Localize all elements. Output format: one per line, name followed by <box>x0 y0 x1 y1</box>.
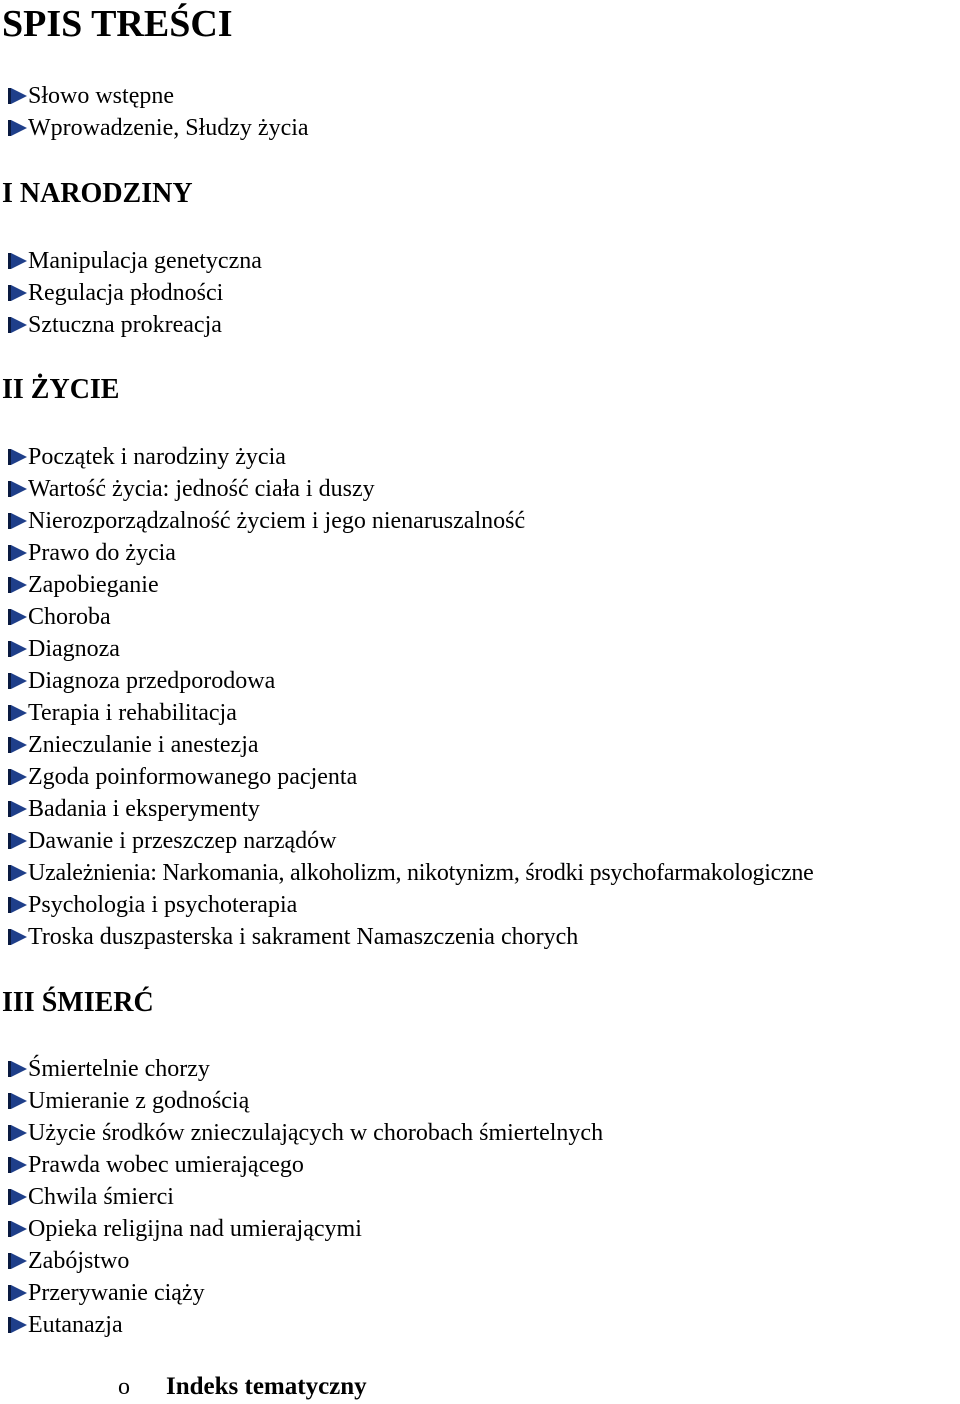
play-arrow-icon <box>8 608 27 626</box>
toc-item-label: Zabójstwo <box>28 1248 130 1274</box>
toc-item-label: Psychologia i psychoterapia <box>28 892 298 918</box>
play-arrow-icon <box>8 87 27 105</box>
toc-item[interactable] <box>8 309 262 341</box>
play-arrow-icon <box>8 1188 27 1206</box>
toc-item[interactable] <box>8 857 814 889</box>
toc-item[interactable] <box>8 633 814 665</box>
toc-item-label: Regulacja płodności <box>28 280 224 306</box>
toc-item-label: Przerywanie ciąży <box>28 1280 205 1306</box>
section-heading: III ŚMIERĆ <box>2 987 154 1018</box>
toc-item[interactable] <box>8 569 814 601</box>
toc-item[interactable] <box>8 1181 603 1213</box>
play-arrow-icon <box>8 512 27 530</box>
play-arrow-icon <box>8 1124 27 1142</box>
toc-item[interactable] <box>8 441 814 473</box>
toc-item[interactable] <box>8 473 814 505</box>
toc-item[interactable] <box>8 601 814 633</box>
toc-item[interactable] <box>8 1149 603 1181</box>
play-arrow-icon <box>8 284 27 302</box>
toc-item[interactable] <box>8 889 814 921</box>
toc-item[interactable] <box>8 1053 603 1085</box>
play-arrow-icon <box>8 1252 27 1270</box>
play-arrow-icon <box>8 1284 27 1302</box>
section-heading: I NARODZINY <box>2 178 193 209</box>
toc-item-label: Zapobieganie <box>28 572 159 598</box>
play-arrow-icon <box>8 768 27 786</box>
play-arrow-icon <box>8 448 27 466</box>
toc-item[interactable] <box>8 729 814 761</box>
toc-item-label: Śmiertelnie chorzy <box>28 1056 210 1082</box>
play-arrow-icon <box>8 928 27 946</box>
toc-item[interactable] <box>8 761 814 793</box>
play-arrow-icon <box>8 316 27 334</box>
toc-item[interactable] <box>8 1309 603 1341</box>
play-arrow-icon <box>8 544 27 562</box>
toc-item[interactable] <box>8 1117 603 1149</box>
toc-item-label: Nierozporządzalność życiem i jego nienaruszalność <box>28 508 526 534</box>
section-list <box>8 245 262 341</box>
toc-item-label: Uzależnienia: Narkomania, alkoholizm, nikotynizm, środki psychofarmakologiczne <box>28 860 814 886</box>
play-arrow-icon <box>8 1060 27 1078</box>
play-arrow-icon <box>8 1156 27 1174</box>
index-link[interactable] <box>118 1373 367 1401</box>
play-arrow-icon <box>8 736 27 754</box>
toc-item[interactable] <box>8 1277 603 1309</box>
toc-item[interactable] <box>8 793 814 825</box>
toc-item[interactable] <box>8 921 814 953</box>
toc-item-label: Sztuczna prokreacja <box>28 312 222 338</box>
toc-item-label: Słowo wstępne <box>28 83 174 109</box>
index-bullet: o <box>118 1374 130 1400</box>
toc-item-label: Znieczulanie i anestezja <box>28 732 259 758</box>
toc-item[interactable] <box>8 112 309 144</box>
toc-item-label: Prawda wobec umierającego <box>28 1152 304 1178</box>
play-arrow-icon <box>8 1092 27 1110</box>
play-arrow-icon <box>8 1316 27 1334</box>
toc-item-label: Diagnoza <box>28 636 120 662</box>
toc-item[interactable] <box>8 1085 603 1117</box>
toc-item[interactable] <box>8 537 814 569</box>
toc-item-label: Troska duszpasterska i sakrament Namaszczenia chorych <box>28 924 579 950</box>
toc-item-label: Wprowadzenie, Słudzy życia <box>28 115 309 141</box>
toc-item-label: Zgoda poinformowanego pacjenta <box>28 764 358 790</box>
section-heading: II ŻYCIE <box>2 374 120 405</box>
section-list <box>8 441 814 953</box>
toc-item[interactable] <box>8 277 262 309</box>
toc-item[interactable] <box>8 665 814 697</box>
toc-item-label: Dawanie i przeszczep narządów <box>28 828 337 854</box>
toc-item-label: Choroba <box>28 604 111 630</box>
toc-item[interactable] <box>8 825 814 857</box>
toc-item-label: Eutanazja <box>28 1312 123 1338</box>
play-arrow-icon <box>8 864 27 882</box>
play-arrow-icon <box>8 576 27 594</box>
index-label: Indeks tematyczny <box>166 1373 367 1400</box>
toc-item-label: Diagnoza przedporodowa <box>28 668 276 694</box>
toc-item-label: Terapia i rehabilitacja <box>28 700 237 726</box>
toc-item-label: Umieranie z godnością <box>28 1088 250 1114</box>
toc-item-label: Wartość życia: jedność ciała i duszy <box>28 476 375 502</box>
toc-item-label: Użycie środków znieczulających w chorobach śmiertelnych <box>28 1120 604 1146</box>
toc-item[interactable] <box>8 697 814 729</box>
toc-item-label: Manipulacja genetyczna <box>28 248 262 274</box>
toc-item[interactable] <box>8 245 262 277</box>
play-arrow-icon <box>8 119 27 137</box>
play-arrow-icon <box>8 640 27 658</box>
intro-list <box>8 80 309 144</box>
toc-item[interactable] <box>8 80 309 112</box>
toc-item-label: Chwila śmierci <box>28 1184 174 1210</box>
page-title: SPIS TREŚCI <box>2 3 233 45</box>
play-arrow-icon <box>8 672 27 690</box>
toc-item[interactable] <box>8 1245 603 1277</box>
toc-item-label: Początek i narodziny życia <box>28 444 286 470</box>
play-arrow-icon <box>8 480 27 498</box>
toc-item-label: Badania i eksperymenty <box>28 796 260 822</box>
toc-item-label: Prawo do życia <box>28 540 176 566</box>
play-arrow-icon <box>8 252 27 270</box>
play-arrow-icon <box>8 704 27 722</box>
section-list <box>8 1053 603 1341</box>
toc-item[interactable] <box>8 1213 603 1245</box>
play-arrow-icon <box>8 1220 27 1238</box>
play-arrow-icon <box>8 832 27 850</box>
toc-item-label: Opieka religijna nad umierającymi <box>28 1216 362 1242</box>
play-arrow-icon <box>8 800 27 818</box>
toc-item[interactable] <box>8 505 814 537</box>
play-arrow-icon <box>8 896 27 914</box>
